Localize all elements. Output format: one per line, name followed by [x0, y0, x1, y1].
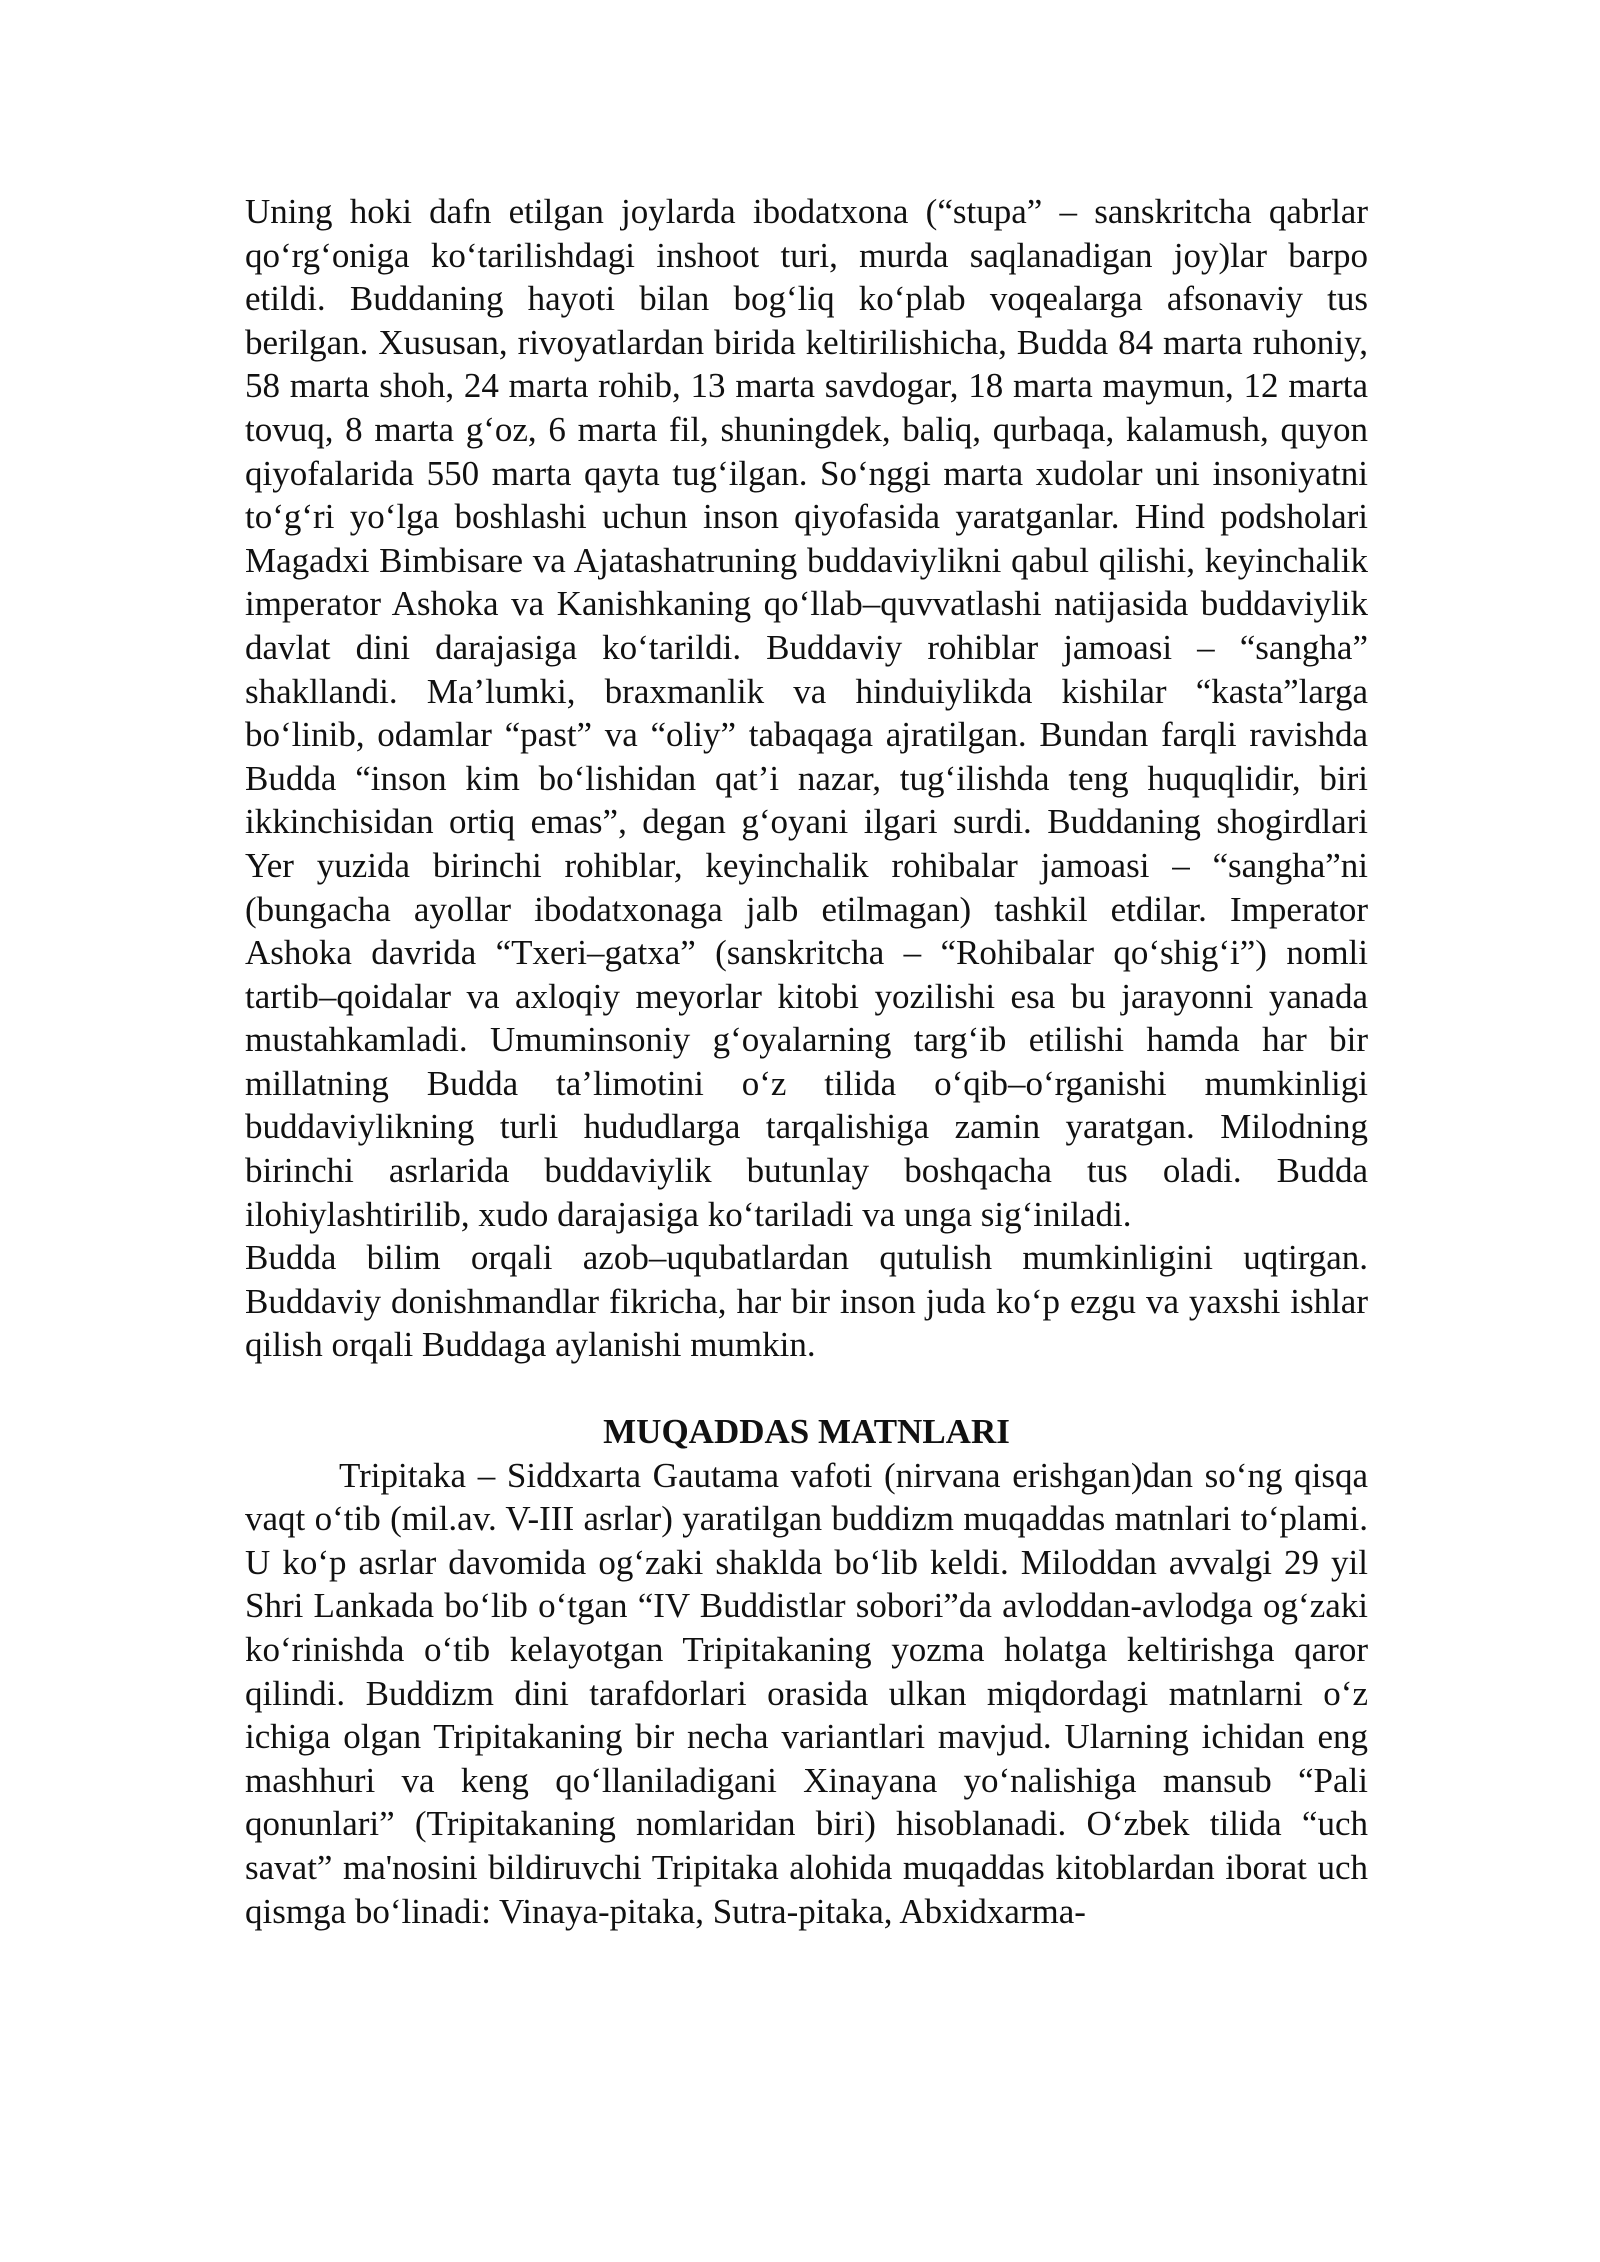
- section-heading: MUQADDAS MATNLARI: [603, 1412, 1010, 1452]
- body-paragraph-1: Uning hoki dafn etilgan joylarda ibodatxona (“stupa” – sanskritcha qabrlar qo‘rg‘oniga ko‘tarilishdagi inshoot turi, murda saqlanadigan joy)lar barpo etildi. Buddaning hayoti bilan bog‘liq ko‘plab voqealarga afsonaviy tus berilgan. Xususan, rivoyatlardan birida keltirilishicha, Budda 84 marta ruhoniy, 58 marta shoh, 24 marta rohib, 13 marta savdogar, 18 marta maymun, 12 marta tovuq, 8 marta g‘oz, 6 marta fil, shuningdek, baliq, qurbaqa, kalamush, quyon qiyofalarida 550 marta qayta tug‘ilgan. So‘nggi marta xudolar uni insoniyatni to‘g‘ri yo‘lga boshlashi uchun inson qiyofasida yaratganlar. Hind podsholari Magadxi Bimbisare va Ajatashatruning buddaviylikni qabul qilishi, keyinchalik imperator Ashoka va Kanishkaning qo‘llab–quvvatlashi natijasida buddaviylik davlat dini darajasiga ko‘tarildi. Buddaviy rohiblar jamoasi – “sangha” shakllandi. Ma’lumki, braxmanlik va hinduiylikda kishilar “kasta”larga bo‘linib, odamlar “past” va “oliy” tabaqaga ajratilgan. Bundan farqli ravishda Budda “inson kim bo‘lishidan qat’i nazar, tug‘ilishda teng huquqlidir, biri ikkinchisidan ortiq emas”, degan g‘oyani ilgari surdi. Buddaning shogirdlari Yer yuzida birinchi rohiblar, keyinchalik rohibalar jamoasi – “sangha”ni (bungacha ayollar ibodatxonaga jalb etilmagan) tashkil etdilar. Imperator Ashoka davrida “Txeri–gatxa” (sanskritcha – “Rohibalar qo‘shig‘i”) nomli tartib–qoidalar va axloqiy meyorlar kitobi yozilishi esa bu jarayonni yanada mustahkamladi. Umuminsoniy g‘oyalarning targ‘ib etilishi hamda har bir millatning Budda ta’limotini o‘z tilida o‘qib–o‘rganishi mumkinligi buddaviylikning turli hududlarga tarqalishiga zamin yaratgan. Milodning birinchi asrlarida buddaviylik butunlay boshqacha tus oladi. Budda ilohiylashtirilib, xudo darajasiga ko‘tariladi va unga sig‘iniladi.: [245, 192, 1368, 1234]
- document-page: [245, 190, 1368, 1933]
- body-paragraph-2: Budda bilim orqali azob–uqubatlardan qutulish mumkinligini uqtirgan. Buddaviy donishmandlar fikricha, har bir inson juda ko‘p ezgu va yaxshi ishlar qilish orqali Buddaga aylanishi mumkin.: [245, 1238, 1368, 1365]
- body-paragraph-3: Tripitaka – Siddxarta Gautama vafoti (nirvana erishgan)dan so‘ng qisqa vaqt o‘tib (mil.av. V-III asrlar) yaratilgan buddizm muqaddas matnlari to‘plami. U ko‘p asrlar davomida og‘zaki shaklda bo‘lib keldi. Miloddan avvalgi 29 yil Shri Lankada bo‘lib o‘tgan “IV Buddistlar sobori”da avloddan-avlodga og‘zaki ko‘rinishda o‘tib kelayotgan Tripitakaning yozma holatga keltirishga qaror qilindi. Buddizm dini tarafdorlari orasida ulkan miqdordagi matnlarni o‘z ichiga olgan Tripitakaning bir necha variantlari mavjud. Ularning ichidan eng mashhuri va keng qo‘llaniladigani Xinayana yo‘nalishiga mansub “Pali qonunlari” (Tripitakaning nomlaridan biri) hisoblanadi. O‘zbek tilida “uch savat” ma'nosini bildiruvchi Tripitaka alohida muqaddas kitoblardan iborat uch qismga bo‘linadi: Vinaya-pitaka, Sutra-pitaka, Abxidxarma-: [245, 1455, 1368, 1931]
